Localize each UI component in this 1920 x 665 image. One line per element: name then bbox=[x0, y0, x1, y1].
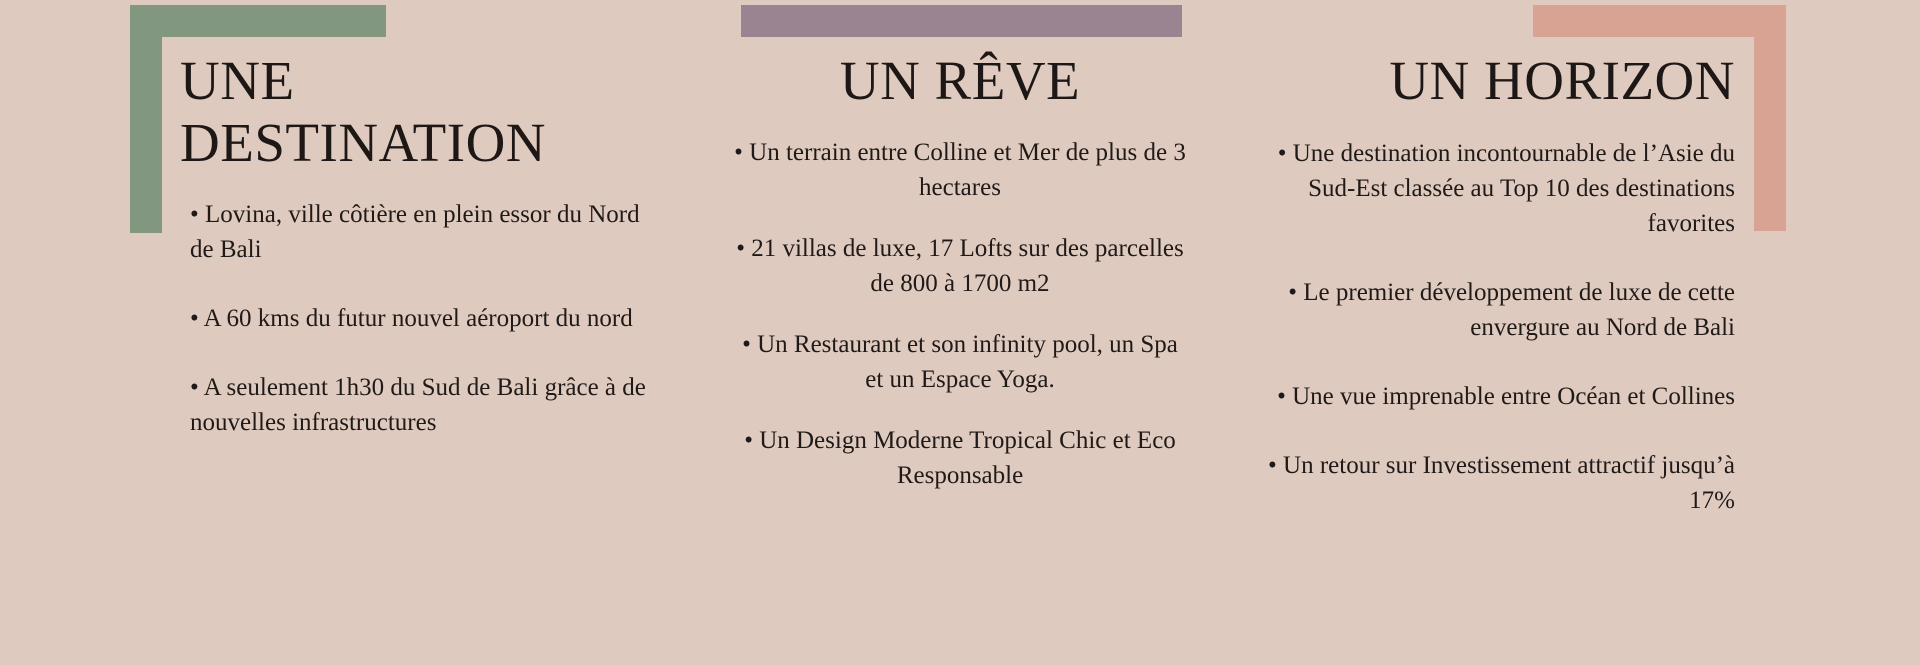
reve-bullet: • Un terrain entre Colline et Mer de plus de 3 hectares bbox=[734, 139, 1186, 201]
destination-bullet: • A seulement 1h30 du Sud de Bali grâce à de nouvelles infrastructures bbox=[190, 374, 646, 436]
destination-bullet: • Lovina, ville côtière en plein essor du Nord de Bali bbox=[190, 201, 640, 263]
green-corner-bar-top bbox=[130, 5, 386, 37]
horizon-bullet: • Une destination incontournable de l’Asie du Sud-Est classée au Top 10 des destinations favorites bbox=[1277, 140, 1735, 237]
destination-bullet-list bbox=[180, 197, 660, 440]
reve-column bbox=[730, 50, 1190, 519]
green-corner-bar-side bbox=[130, 5, 162, 233]
reve-title: UN RÊVE bbox=[839, 50, 1081, 111]
horizon-bullet-list bbox=[1265, 136, 1735, 518]
reve-bullet: • Un Restaurant et son infinity pool, un Spa et un Espace Yoga. bbox=[742, 331, 1178, 393]
purple-top-bar bbox=[741, 5, 1182, 37]
salmon-corner-bar-side bbox=[1754, 5, 1786, 231]
reve-bullet: • Un Design Moderne Tropical Chic et Eco Responsable bbox=[744, 427, 1176, 489]
horizon-column bbox=[1265, 50, 1735, 552]
reve-bullet-list bbox=[730, 135, 1190, 493]
destination-column bbox=[180, 50, 660, 474]
destination-bullet: • A 60 kms du futur nouvel aéroport du nord bbox=[190, 305, 633, 332]
horizon-bullet: • Un retour sur Investissement attractif jusqu’à 17% bbox=[1268, 452, 1735, 514]
destination-title: UNE DESTINATION bbox=[180, 50, 547, 173]
salmon-corner-bar-top bbox=[1533, 5, 1786, 37]
horizon-bullet: • Une vue imprenable entre Océan et Collines bbox=[1277, 383, 1735, 410]
horizon-title: UN HORIZON bbox=[1389, 50, 1735, 111]
reve-bullet: • 21 villas de luxe, 17 Lofts sur des parcelles de 800 à 1700 m2 bbox=[736, 235, 1184, 297]
horizon-bullet: • Le premier développement de luxe de cette envergure au Nord de Bali bbox=[1288, 279, 1735, 341]
